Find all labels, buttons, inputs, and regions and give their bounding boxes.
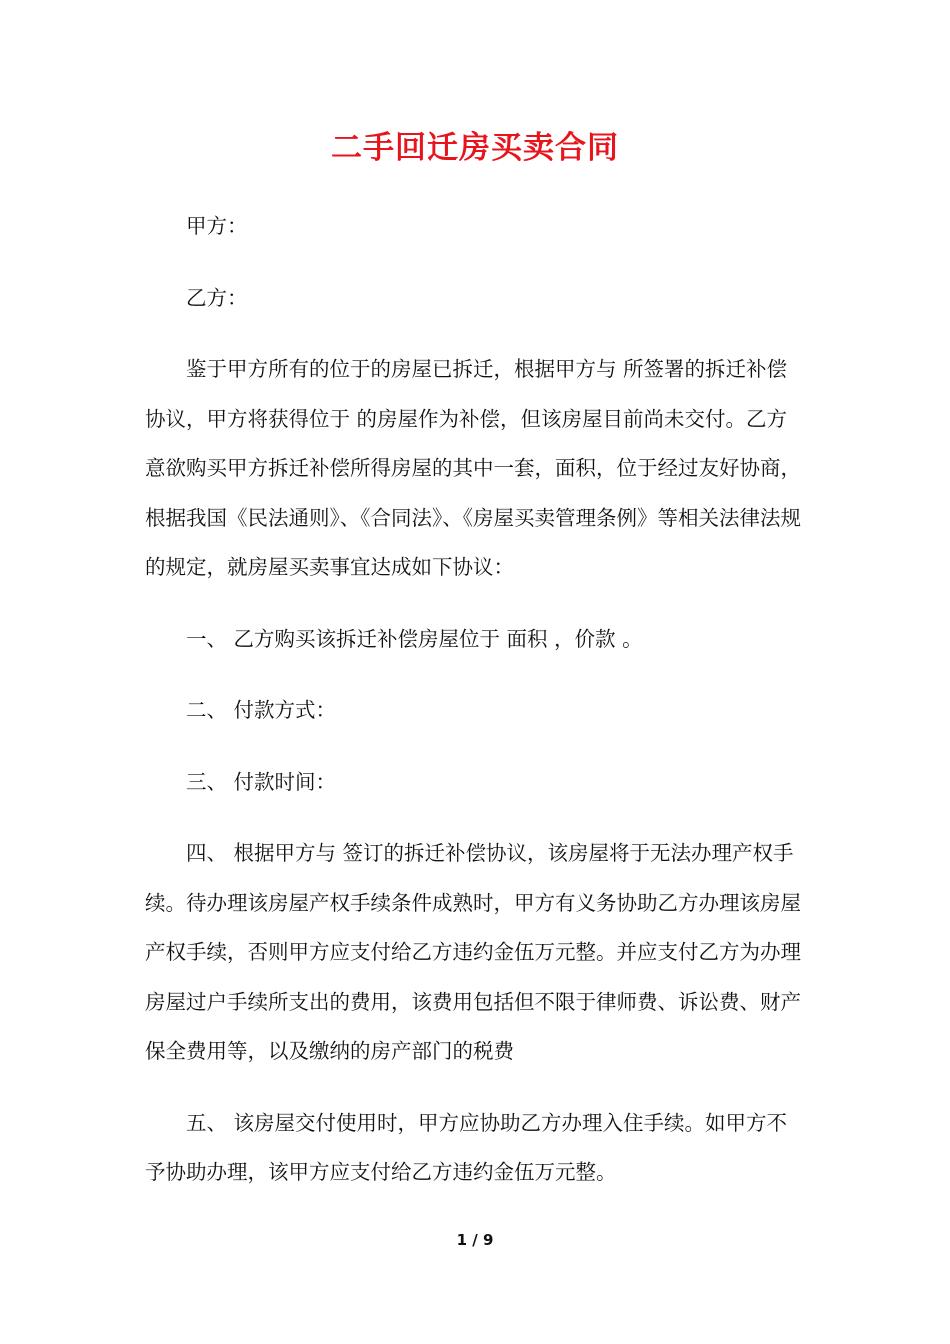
document-body (145, 202, 805, 1198)
page-number: 1 / 9 (456, 1231, 494, 1249)
party-a-line: 甲方： (186, 214, 248, 238)
clause-4: 四、 根据甲方与 签订的拆迁补偿协议，该房屋将于无法办理产权手续。待办理该房屋产权手续条件成熟时，甲方有义务协助乙方办理该房屋产权手续，否则甲方应支付给乙方违约金伍万元整。并应支付乙方为办理房屋过户手续所支出的费用，该费用包括但不限于律师费、诉讼费、财产保全费用等，以及缴纳的房产部门的税费 (145, 841, 801, 1063)
document-title: 二手回迁房买卖合同 (331, 130, 619, 166)
clause-3: 三、 付款时间： (186, 769, 337, 794)
preamble-paragraph: 鉴于甲方所有的位于的房屋已拆迁，根据甲方与 所签署的拆迁补偿协议，甲方将获得位于 的房屋作为补偿，但该房屋目前尚未交付。乙方意欲购买甲方拆迁补偿所得房屋的其中一套，面积，位于经过友好协商，根据我国《民法通则》、《合同法》、《房屋买卖管理条例》等相关法律法规的规定，就房屋买卖事宜达成如下协议： (145, 357, 801, 579)
clause-2: 二、 付款方式： (186, 698, 337, 722)
party-b-line: 乙方： (186, 285, 248, 310)
clause-5: 五、 该房屋交付使用时，甲方应协助乙方办理入住手续。如甲方不予协助办理，该甲方应支付给乙方违约金伍万元整。 (145, 1110, 788, 1184)
clause-1: 一、 乙方购买该拆迁补偿房屋位于 面积 ，价款 。 (186, 626, 643, 651)
